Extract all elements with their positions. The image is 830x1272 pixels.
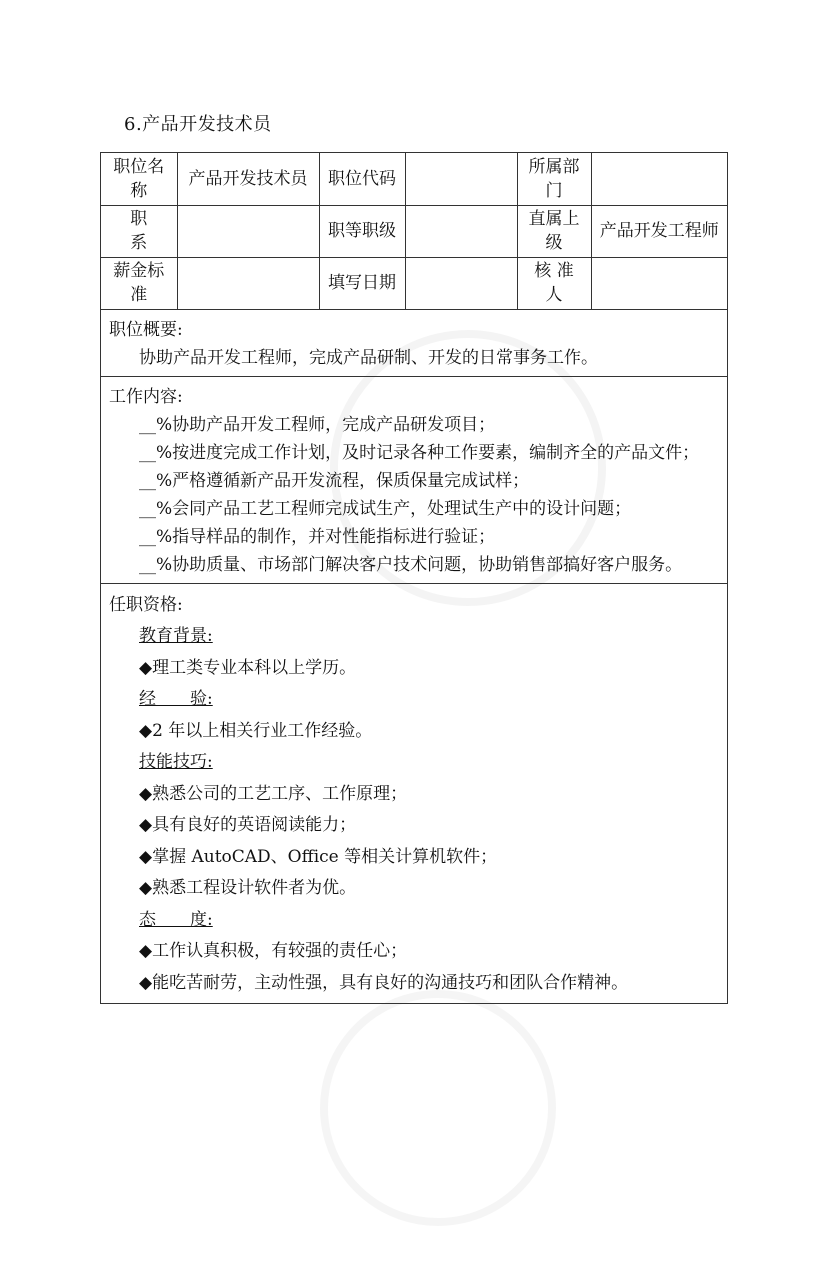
duty-item: __%协助质量、市场部门解决客户技术问题，协助销售部搞好客户服务。 (139, 554, 683, 575)
table-row (101, 153, 727, 205)
skill-item: ◆熟悉工程设计软件者为优。 (139, 878, 357, 898)
skill-item: ◆具有良好的英语阅读能力； (139, 815, 357, 835)
label-approver: 核 准 人 (517, 257, 591, 309)
skills-label: 技能技巧: (139, 752, 213, 772)
value-salary (177, 257, 319, 309)
attitude-item: ◆工作认真积极，有较强的责任心； (139, 941, 408, 961)
label-salary: 薪金标准 (101, 257, 177, 309)
duty-item: __%严格遵循新产品开发流程，保质保量完成试样； (139, 470, 530, 491)
duties-section (101, 377, 727, 584)
label-position-code: 职位代码 (319, 153, 405, 205)
label-department: 所属部门 (517, 153, 591, 205)
label-grade: 职等职级 (319, 205, 405, 257)
qualifications-heading: 任职资格: (109, 594, 183, 615)
qualifications-section (101, 584, 727, 1004)
duty-item: __%按进度完成工作计划，及时记录各种工作要素，编制齐全的产品文件； (139, 442, 700, 463)
value-department (591, 153, 727, 205)
overview-text: 协助产品开发工程师，完成产品研制、开发的日常事务工作。 (139, 347, 598, 368)
value-grade (405, 205, 517, 257)
duty-item: __%指导样品的制作，并对性能指标进行验证； (139, 526, 496, 547)
label-job-family: 职 系 (101, 205, 177, 257)
label-fill-date: 填写日期 (319, 257, 405, 309)
page-title: 6.产品开发技术员 (124, 114, 272, 135)
job-description-form (100, 152, 728, 1004)
education-label: 教育背景: (139, 626, 213, 646)
duty-item: __%会同产品工艺工程师完成试生产，处理试生产中的设计问题； (139, 498, 632, 519)
value-position-code (405, 153, 517, 205)
value-supervisor: 产品开发工程师 (591, 205, 727, 257)
duties-heading: 工作内容: (109, 386, 183, 407)
value-fill-date (405, 257, 517, 309)
skill-item: ◆熟悉公司的工艺工序、工作原理； (139, 783, 408, 804)
experience-label: 经 验: (139, 689, 213, 709)
label-supervisor: 直属上级 (517, 205, 591, 257)
education-item: ◆理工类专业本科以上学历。 (139, 657, 357, 678)
table-row (101, 257, 727, 309)
skill-item: ◆掌握 AutoCAD、Office 等相关计算机软件； (139, 846, 498, 867)
table-row (101, 205, 727, 257)
attitude-label: 态 度: (139, 909, 213, 930)
value-position-name: 产品开发技术员 (177, 153, 319, 205)
attitude-item: ◆能吃苦耐劳，主动性强，具有良好的沟通技巧和团队合作精神。 (139, 972, 629, 993)
overview-section (101, 310, 727, 377)
label-position-name: 职位名称 (101, 153, 177, 205)
experience-item: ◆2 年以上相关行业工作经验。 (139, 720, 373, 741)
value-approver (591, 257, 727, 309)
duty-item: __%协助产品开发工程师，完成产品研发项目； (139, 414, 496, 435)
job-info-table (101, 153, 727, 310)
value-job-family (177, 205, 319, 257)
overview-heading: 职位概要: (109, 319, 183, 340)
